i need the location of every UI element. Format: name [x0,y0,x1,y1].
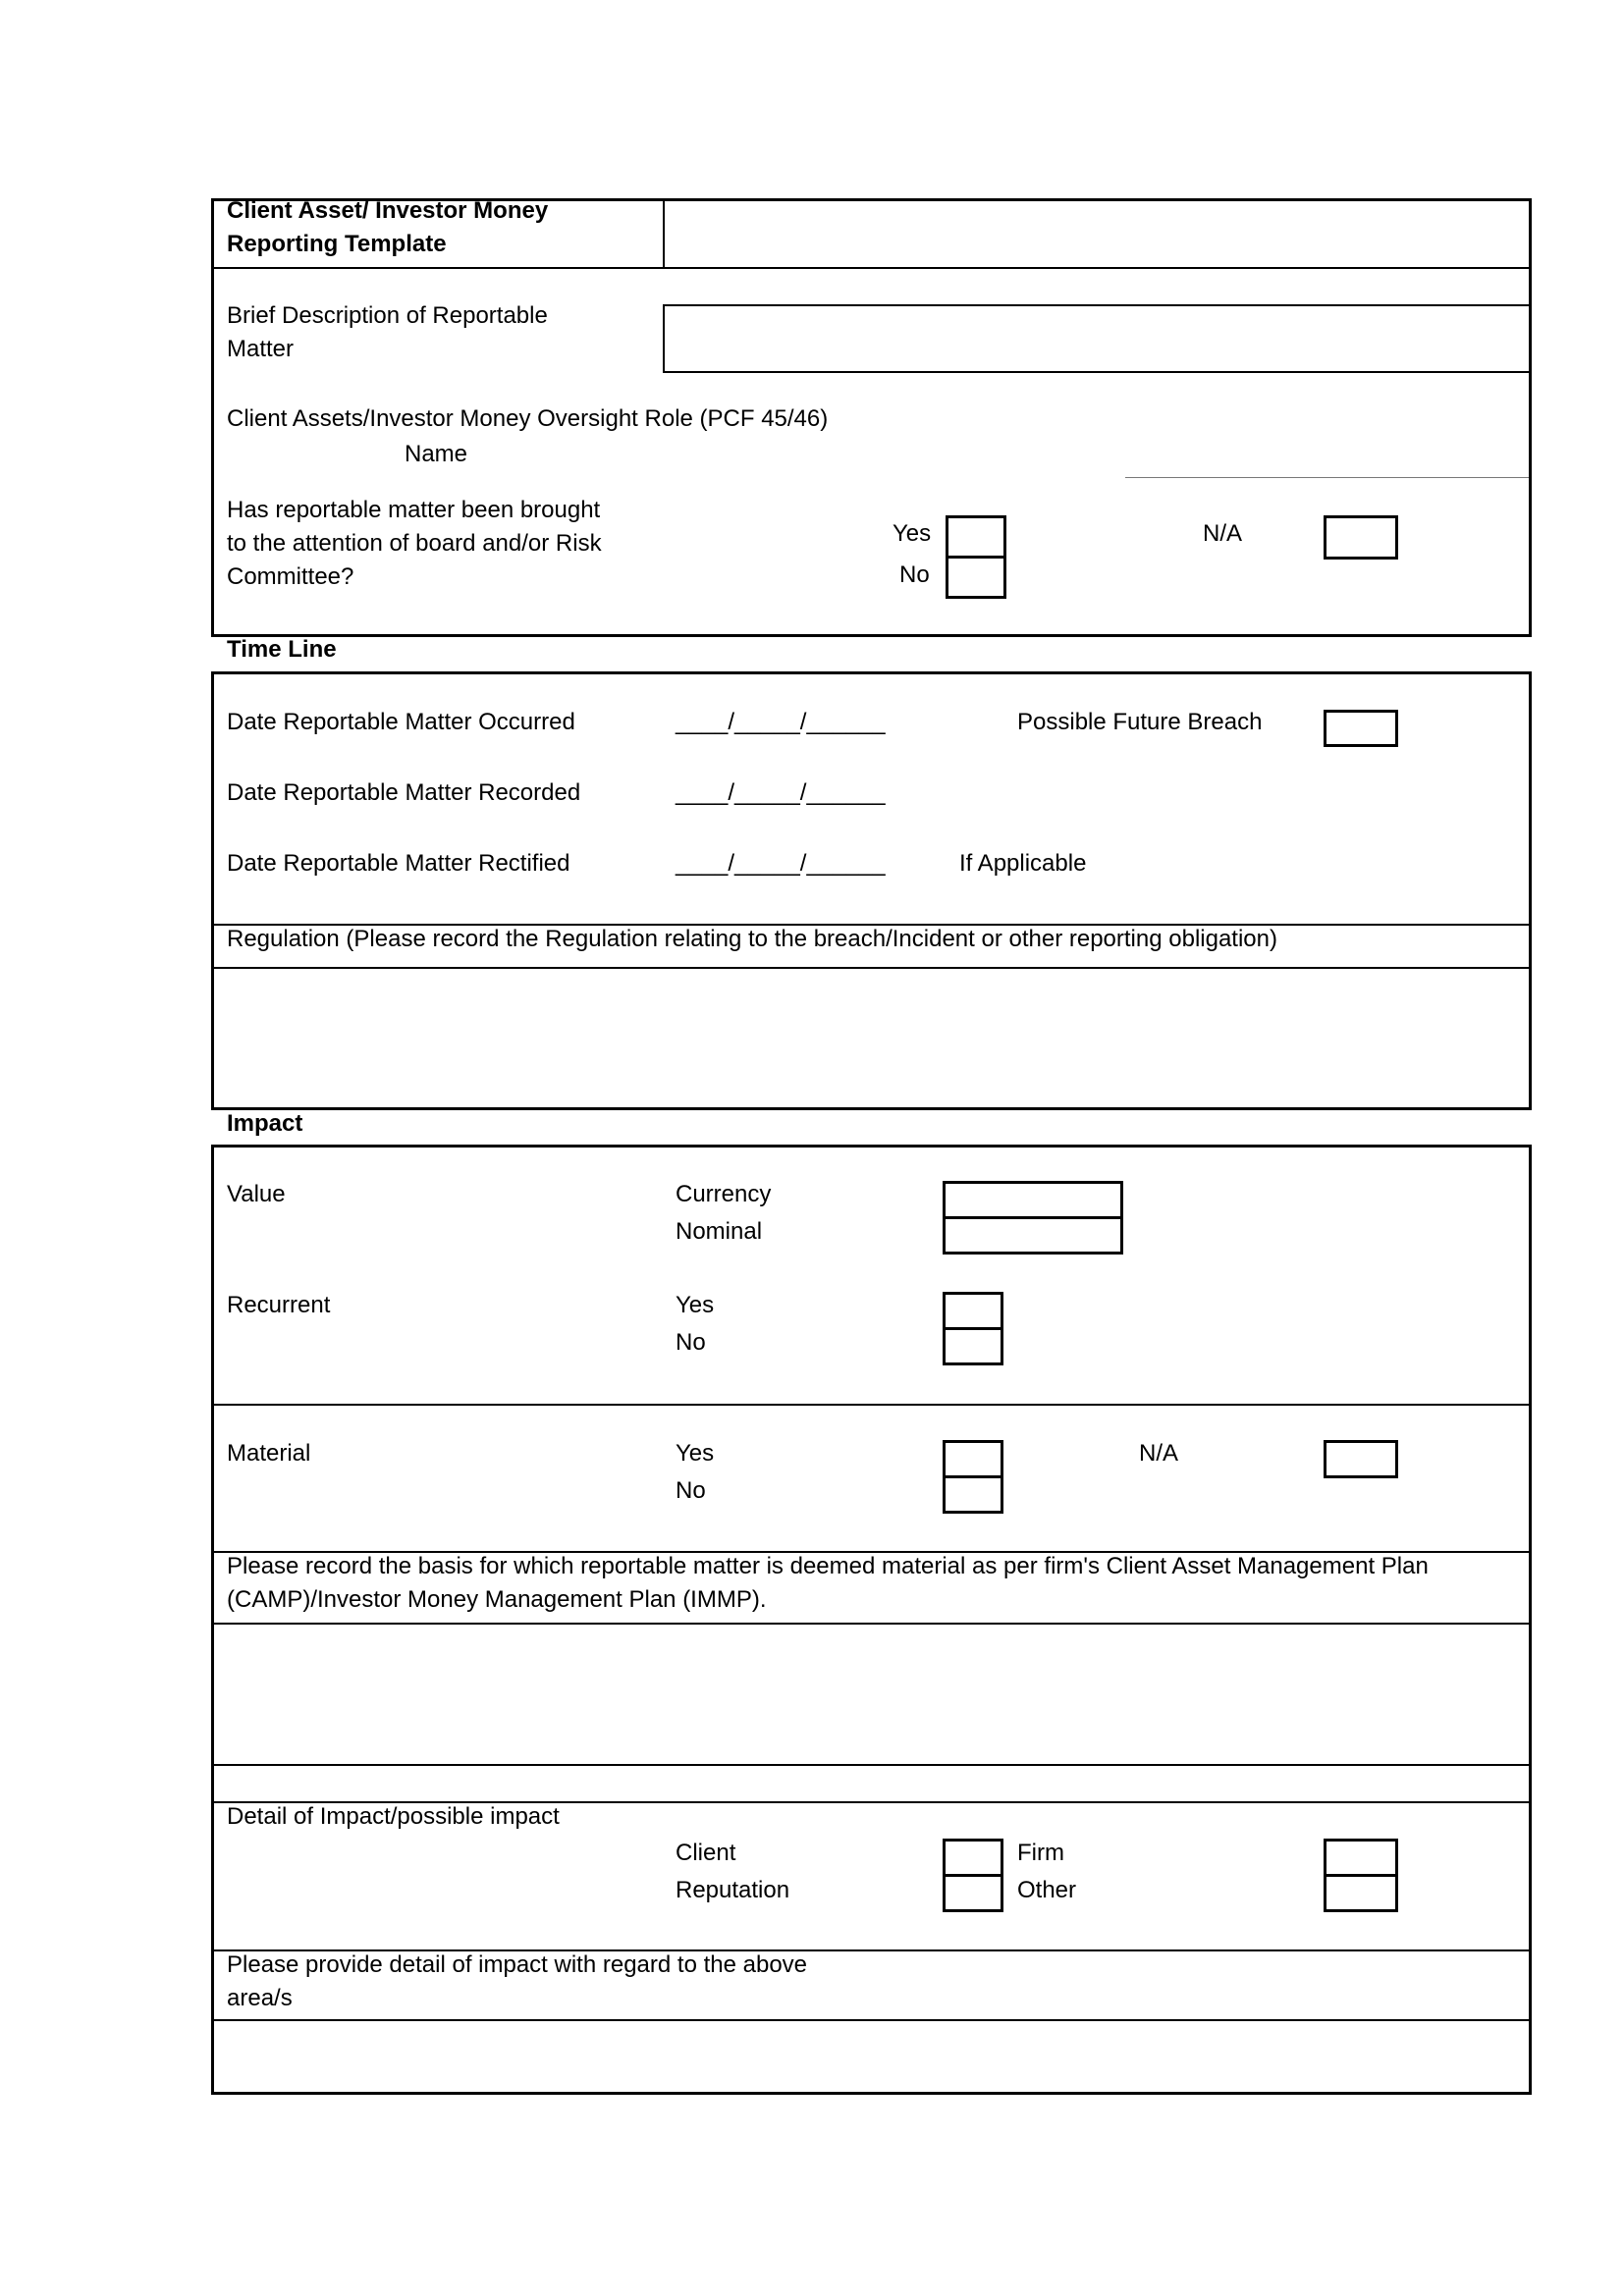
impact-detail-label: Detail of Impact/possible impact [227,1803,560,1830]
regulation-label: Regulation (Please record the Regulation relating to the breach/Incident or other reporting obligation) [227,926,1277,952]
board-na-label: N/A [1203,520,1243,547]
other-label: Other [1017,1877,1077,1903]
value-label: Value [227,1181,286,1207]
form-title-line2: Reporting Template [227,231,447,257]
other-checkbox[interactable] [1324,1874,1398,1912]
currency-input[interactable] [943,1181,1123,1219]
oversight-role-label: Client Assets/Investor Money Oversight Role (PCF 45/46) [227,405,829,432]
reputation-checkbox[interactable] [943,1874,1003,1912]
board-question-line2: to the attention of board and/or Risk [227,530,602,557]
date-rectified-label: Date Reportable Matter Rectified [227,850,570,877]
date-recorded-field[interactable]: ____/_____/______ [676,779,886,806]
date-rectified-field[interactable]: ____/_____/______ [676,850,886,877]
oversight-name-label: Name [405,441,468,467]
basis-label-line1: Please record the basis for which reportable matter is deemed material as per firm's Client Asset Management Plan [227,1553,1429,1579]
recurrent-yes-label: Yes [676,1292,715,1318]
board-no-checkbox[interactable] [946,556,1006,599]
nominal-input[interactable] [943,1216,1123,1255]
recurrent-no-checkbox[interactable] [943,1327,1003,1365]
name-underline [1125,477,1529,478]
oversight-name-input[interactable] [1125,432,1529,477]
board-na-checkbox[interactable] [1324,515,1398,560]
date-occurred-label: Date Reportable Matter Occurred [227,709,575,735]
basis-input[interactable] [214,1625,1529,1764]
material-no-checkbox[interactable] [943,1475,1003,1514]
description-label-line2: Matter [227,336,295,362]
description-label-line1: Brief Description of Reportable [227,302,548,329]
material-yes-label: Yes [676,1440,715,1467]
board-no-label: No [899,561,930,588]
material-label: Material [227,1440,311,1467]
material-na-label: N/A [1139,1440,1179,1467]
board-question-line3: Committee? [227,563,354,590]
reputation-label: Reputation [676,1877,790,1903]
recurrent-label: Recurrent [227,1292,331,1318]
basis-label-line2: (CAMP)/Investor Money Management Plan (IMMP). [227,1586,767,1613]
provide-detail-line2: area/s [227,1985,293,2011]
firm-checkbox[interactable] [1324,1839,1398,1877]
currency-label: Currency [676,1181,772,1207]
future-breach-checkbox[interactable] [1324,710,1398,747]
regulation-input[interactable] [214,969,1529,1107]
provide-detail-input[interactable] [214,2021,1529,2092]
client-checkbox[interactable] [943,1839,1003,1877]
recurrent-yes-checkbox[interactable] [943,1292,1003,1330]
material-na-checkbox[interactable] [1324,1440,1398,1478]
firm-label: Firm [1017,1840,1064,1866]
date-occurred-field[interactable]: ____/_____/______ [676,709,886,735]
nominal-label: Nominal [676,1218,763,1245]
form-title-line1: Client Asset/ Investor Money [227,197,549,224]
impact-heading: Impact [227,1110,303,1137]
form-title-field[interactable] [665,201,1529,267]
if-applicable-label: If Applicable [959,850,1087,877]
future-breach-label: Possible Future Breach [1017,709,1263,735]
recurrent-no-label: No [676,1329,706,1356]
provide-detail-line1: Please provide detail of impact with regard to the above [227,1951,808,1978]
timeline-heading: Time Line [227,636,337,663]
date-recorded-label: Date Reportable Matter Recorded [227,779,581,806]
client-label: Client [676,1840,736,1866]
board-yes-checkbox[interactable] [946,515,1006,559]
material-yes-checkbox[interactable] [943,1440,1003,1478]
board-yes-label: Yes [893,520,932,547]
material-no-label: No [676,1477,706,1504]
description-input[interactable] [665,306,1529,371]
board-question-line1: Has reportable matter been brought [227,497,601,523]
